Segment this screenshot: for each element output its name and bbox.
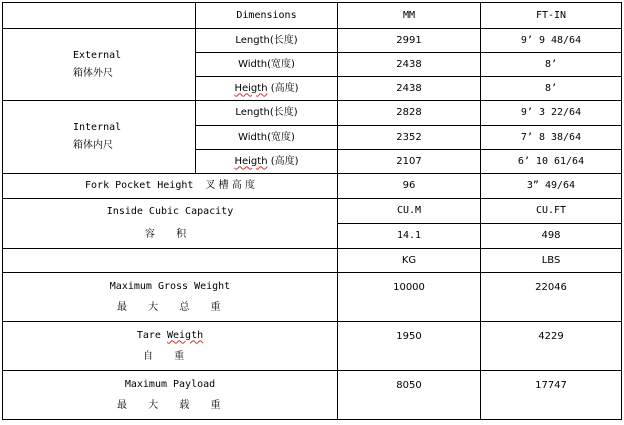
fork-pocket-label <box>3 174 338 199</box>
internal-width-name: Width(宽度) <box>196 126 338 150</box>
gross-weight-lbs: 22046 <box>481 273 622 322</box>
internal-length-ftin: 9’ 3 22/64 <box>481 101 622 126</box>
external-length-ftin: 9’ 9 48/64 <box>481 29 622 53</box>
internal-width-mm: 2352 <box>338 126 481 150</box>
weight-unit-kg: KG <box>338 249 481 273</box>
cubic-unit-ft: CU.FT <box>481 199 622 224</box>
tare-weight-row <box>3 322 622 371</box>
fork-pocket-mm: 96 <box>338 174 481 199</box>
gross-weight-label-cn: 最 大 总 重 <box>117 301 230 313</box>
payload-lbs: 17747 <box>481 371 622 420</box>
payload-label-en: Maximum Payload <box>124 378 216 390</box>
internal-label-cn: 箱体内尺 <box>73 140 113 151</box>
payload-label <box>3 371 338 420</box>
external-length-name: Length(长度) <box>196 29 338 53</box>
external-width-name: Width(宽度) <box>196 53 338 77</box>
tare-weight-label-en: Tare <box>136 329 161 341</box>
external-row-length <box>3 29 622 53</box>
payload-kg: 8050 <box>338 371 481 420</box>
cubic-value-ft: 498 <box>481 224 622 249</box>
internal-height-word: Heigth <box>234 155 268 167</box>
internal-length-name: Length(长度) <box>196 101 338 126</box>
external-label-cn: 箱体外尺 <box>73 67 113 79</box>
external-height-name <box>196 77 338 101</box>
external-height-mm: 2438 <box>338 77 481 101</box>
container-spec-table <box>2 2 622 420</box>
gross-weight-kg: 10000 <box>338 273 481 322</box>
internal-height-mm: 2107 <box>338 150 481 174</box>
tare-weight-label-cn: 自 重 <box>143 350 194 362</box>
internal-length-mm: 2828 <box>338 101 481 126</box>
external-label-cell <box>3 29 196 101</box>
gross-weight-row <box>3 273 622 322</box>
external-height-ftin: 8’ <box>481 77 622 101</box>
weight-unit-row <box>3 249 622 273</box>
col-header-ftin: FT-IN <box>481 3 622 29</box>
external-height-word: Heigth <box>234 82 268 94</box>
cubic-label-en: Inside Cubic Capacity <box>106 206 234 217</box>
cubic-unit-mm: CU.M <box>338 199 481 224</box>
fork-pocket-label-en: Fork Pocket Height <box>85 180 194 191</box>
internal-width-ftin: 7’ 8 38/64 <box>481 126 622 150</box>
cubic-unit-row <box>3 199 622 224</box>
cubic-label-cell <box>3 199 338 249</box>
tare-weight-label-en-wrap <box>3 330 337 342</box>
payload-row <box>3 371 622 420</box>
external-width-mm: 2438 <box>338 53 481 77</box>
weight-unit-lbs: LBS <box>481 249 622 273</box>
tare-weight-kg: 1950 <box>338 322 481 371</box>
fork-pocket-ftin: 3” 49/64 <box>481 174 622 199</box>
fork-pocket-label-cn: 叉 槽 高 度 <box>205 180 255 191</box>
empty-cell <box>3 3 196 29</box>
external-label-en: External <box>73 49 122 61</box>
col-header-dimensions: Dimensions <box>196 3 338 29</box>
gross-weight-label <box>3 273 338 322</box>
internal-row-length <box>3 101 622 126</box>
payload-label-cn: 最 大 载 重 <box>117 399 230 411</box>
cubic-value-mm: 14.1 <box>338 224 481 249</box>
internal-label-en: Internal <box>73 122 122 133</box>
header-row <box>3 3 622 29</box>
tare-weight-lbs: 4229 <box>481 322 622 371</box>
cubic-label-cn: 容 积 <box>144 229 196 240</box>
col-header-mm: MM <box>338 3 481 29</box>
internal-height-name <box>196 150 338 174</box>
internal-height-ftin: 6’ 10 61/64 <box>481 150 622 174</box>
gross-weight-label-en: Maximum Gross Weight <box>109 280 231 292</box>
tare-weight-label <box>3 322 338 371</box>
empty-cell <box>3 249 338 273</box>
fork-pocket-row <box>3 174 622 199</box>
external-height-cn: (高度) <box>270 82 299 94</box>
external-width-ftin: 8’ <box>481 53 622 77</box>
internal-height-cn: (高度) <box>270 155 299 167</box>
tare-weight-label-en-word: Weigth <box>167 329 204 341</box>
internal-label-cell <box>3 101 196 174</box>
external-length-mm: 2991 <box>338 29 481 53</box>
